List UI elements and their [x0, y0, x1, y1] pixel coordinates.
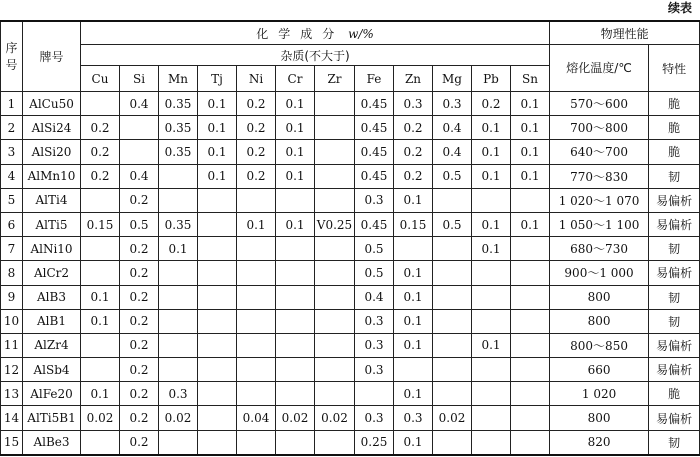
header-seq: 序号 [1, 21, 23, 92]
impurity-value [198, 333, 237, 357]
impurity-value [394, 237, 433, 261]
impurity-value [511, 358, 550, 382]
property-cell: 易偏析 [649, 212, 700, 236]
grade-cell: AlBe3 [23, 430, 81, 455]
row-number: 8 [1, 261, 23, 285]
impurity-value: 0.2 [394, 164, 433, 188]
impurity-value [511, 406, 550, 430]
property-cell: 易偏析 [649, 406, 700, 430]
impurity-value [198, 285, 237, 309]
header-element: Mg [433, 66, 472, 92]
impurity-value [198, 212, 237, 236]
impurity-value [433, 358, 472, 382]
impurity-value: 0.1 [394, 333, 433, 357]
row-number: 11 [1, 333, 23, 357]
header-element: Cr [276, 66, 315, 92]
impurity-value: 0.5 [355, 237, 394, 261]
grade-cell: AlCu50 [23, 92, 81, 116]
melting-range: 900～1 000 [550, 261, 649, 285]
impurity-value [433, 237, 472, 261]
impurity-value [472, 382, 511, 406]
impurity-value: 0.1 [276, 116, 315, 140]
impurity-value [433, 188, 472, 212]
row-number: 4 [1, 164, 23, 188]
impurity-value: 0.5 [355, 261, 394, 285]
impurity-value: 0.3 [355, 406, 394, 430]
melting-range: 800 [550, 285, 649, 309]
impurity-value: 0.35 [159, 116, 198, 140]
header-element: Fe [355, 66, 394, 92]
impurity-value: 0.02 [433, 406, 472, 430]
impurity-value [120, 140, 159, 164]
melting-range: 820 [550, 430, 649, 455]
impurity-value: 0.1 [394, 309, 433, 333]
melting-range: 800 [550, 406, 649, 430]
row-number: 3 [1, 140, 23, 164]
impurity-value: 0.1 [472, 333, 511, 357]
impurity-value: 0.3 [355, 188, 394, 212]
table-row [1, 116, 700, 140]
impurity-value: 0.45 [355, 116, 394, 140]
impurity-value: 0.1 [81, 285, 120, 309]
impurity-value [511, 237, 550, 261]
header-melting: 熔化温度/℃ [550, 45, 649, 92]
impurity-value: 0.2 [237, 92, 276, 116]
property-cell: 易偏析 [649, 261, 700, 285]
header-grade: 牌号 [23, 21, 81, 92]
header-chem-unit: w/% [348, 26, 374, 41]
impurity-value: 0.2 [81, 164, 120, 188]
header-element: Mn [159, 66, 198, 92]
header-element: Sn [511, 66, 550, 92]
impurity-value [198, 261, 237, 285]
table-row [1, 309, 700, 333]
alloy-composition-table [0, 20, 700, 456]
impurity-value: 0.3 [355, 309, 394, 333]
impurity-value [198, 382, 237, 406]
table-row [1, 406, 700, 430]
impurity-value [198, 309, 237, 333]
impurity-value: 0.1 [394, 285, 433, 309]
impurity-value: 0.1 [511, 116, 550, 140]
impurity-value: 0.2 [120, 261, 159, 285]
impurity-value [276, 261, 315, 285]
impurity-value [237, 309, 276, 333]
impurity-value: 0.1 [472, 212, 511, 236]
impurity-value [237, 430, 276, 455]
impurity-value [237, 333, 276, 357]
impurity-value [433, 430, 472, 455]
header-chem-title: 化学成分 [256, 26, 345, 41]
impurity-value: 0.2 [120, 188, 159, 212]
impurity-value [237, 358, 276, 382]
impurity-value: 0.15 [394, 212, 433, 236]
property-cell: 韧 [649, 164, 700, 188]
property-cell: 韧 [649, 309, 700, 333]
impurity-value [472, 261, 511, 285]
table-row [1, 212, 700, 236]
impurity-value: 0.3 [355, 358, 394, 382]
impurity-value [198, 237, 237, 261]
melting-range: 700～800 [550, 116, 649, 140]
impurity-value [276, 430, 315, 455]
impurity-value [120, 116, 159, 140]
impurity-value [81, 430, 120, 455]
property-cell: 易偏析 [649, 358, 700, 382]
impurity-value: 0.1 [81, 309, 120, 333]
impurity-value [276, 188, 315, 212]
header-element: Si [120, 66, 159, 92]
impurity-value [472, 430, 511, 455]
impurity-value: 0.45 [355, 212, 394, 236]
impurity-value [81, 237, 120, 261]
table-row [1, 333, 700, 357]
impurity-value [81, 261, 120, 285]
impurity-value: 0.1 [81, 382, 120, 406]
impurity-value: 0.4 [433, 116, 472, 140]
impurity-value: 0.45 [355, 140, 394, 164]
impurity-value [433, 333, 472, 357]
property-cell: 脆 [649, 140, 700, 164]
impurity-value [472, 358, 511, 382]
impurity-value [315, 237, 355, 261]
impurity-value [433, 285, 472, 309]
impurity-value: 0.3 [394, 406, 433, 430]
impurity-value [237, 237, 276, 261]
row-number: 7 [1, 237, 23, 261]
impurity-value [237, 382, 276, 406]
row-number: 9 [1, 285, 23, 309]
property-cell: 脆 [649, 382, 700, 406]
impurity-value: 0.1 [276, 164, 315, 188]
table-row [1, 164, 700, 188]
impurity-value [433, 382, 472, 406]
grade-cell: AlB1 [23, 309, 81, 333]
impurity-value: 0.1 [198, 140, 237, 164]
table-continued-caption: 续表 [667, 1, 692, 15]
row-number: 1 [1, 92, 23, 116]
impurity-value: 0.35 [159, 92, 198, 116]
row-number: 14 [1, 406, 23, 430]
impurity-value: 0.4 [433, 140, 472, 164]
melting-range: 660 [550, 358, 649, 382]
impurity-value: 0.45 [355, 92, 394, 116]
melting-range: 680～730 [550, 237, 649, 261]
property-cell: 脆 [649, 92, 700, 116]
property-cell: 韧 [649, 430, 700, 455]
impurity-value [511, 382, 550, 406]
row-number: 2 [1, 116, 23, 140]
impurity-value [237, 285, 276, 309]
impurity-value: 0.1 [511, 164, 550, 188]
header-element: Tj [198, 66, 237, 92]
impurity-value: 0.1 [159, 237, 198, 261]
impurity-value: 0.5 [433, 212, 472, 236]
impurity-value: 0.1 [472, 237, 511, 261]
impurity-value: 0.1 [276, 212, 315, 236]
impurity-value [159, 188, 198, 212]
impurity-value [237, 261, 276, 285]
grade-cell: AlB3 [23, 285, 81, 309]
melting-range: 570～600 [550, 92, 649, 116]
impurity-value: 0.1 [472, 116, 511, 140]
header-element: Pb [472, 66, 511, 92]
impurity-value [315, 382, 355, 406]
table-row [1, 430, 700, 455]
impurity-value [159, 285, 198, 309]
impurity-value: 0.1 [394, 430, 433, 455]
property-cell: 韧 [649, 237, 700, 261]
impurity-value: 0.2 [237, 164, 276, 188]
impurity-value: 0.04 [237, 406, 276, 430]
property-cell: 易偏析 [649, 188, 700, 212]
impurity-value [315, 164, 355, 188]
impurity-value [276, 358, 315, 382]
header-phys-group: 物理性能 [550, 21, 700, 45]
header-element: Zn [394, 66, 433, 92]
impurity-value [315, 358, 355, 382]
table-row [1, 285, 700, 309]
header-element: Zr [315, 66, 355, 92]
impurity-value: 0.1 [472, 140, 511, 164]
row-number: 6 [1, 212, 23, 236]
grade-cell: AlMn10 [23, 164, 81, 188]
impurity-value: 0.1 [511, 140, 550, 164]
impurity-value [198, 406, 237, 430]
impurity-value: 0.4 [120, 164, 159, 188]
melting-range: 640～700 [550, 140, 649, 164]
impurity-value: 0.2 [120, 430, 159, 455]
impurity-value: 0.1 [198, 116, 237, 140]
impurity-value: 0.1 [394, 382, 433, 406]
table-row [1, 237, 700, 261]
melting-range: 1 020～1 070 [550, 188, 649, 212]
impurity-value [276, 309, 315, 333]
impurity-value [315, 188, 355, 212]
impurity-value [511, 333, 550, 357]
impurity-value: 0.5 [433, 164, 472, 188]
impurity-value [276, 382, 315, 406]
impurity-value: 0.2 [120, 237, 159, 261]
impurity-value [472, 188, 511, 212]
grade-cell: AlSi24 [23, 116, 81, 140]
grade-cell: AlSb4 [23, 358, 81, 382]
impurity-value: 0.02 [276, 406, 315, 430]
impurity-value [276, 237, 315, 261]
impurity-value [315, 285, 355, 309]
header-chem-group [81, 21, 550, 45]
impurity-value: 0.02 [315, 406, 355, 430]
impurity-value [81, 333, 120, 357]
impurity-value [315, 333, 355, 357]
impurity-value: 0.35 [159, 140, 198, 164]
row-number: 10 [1, 309, 23, 333]
table-row [1, 358, 700, 382]
impurity-value: 0.2 [81, 140, 120, 164]
impurity-value: 0.3 [355, 333, 394, 357]
impurity-value: 0.1 [198, 164, 237, 188]
impurity-value [394, 358, 433, 382]
impurity-value [355, 382, 394, 406]
property-cell: 易偏析 [649, 333, 700, 357]
impurity-value: 0.2 [120, 285, 159, 309]
impurity-value: 0.02 [159, 406, 198, 430]
row-number: 13 [1, 382, 23, 406]
header-element: Ni [237, 66, 276, 92]
impurity-value: 0.2 [120, 358, 159, 382]
header-impurity: 杂质(不大于) [81, 45, 550, 66]
impurity-value [237, 188, 276, 212]
grade-cell: AlTi5 [23, 212, 81, 236]
row-number: 12 [1, 358, 23, 382]
impurity-value: V0.25 [315, 212, 355, 236]
grade-cell: AlSi20 [23, 140, 81, 164]
impurity-value [433, 261, 472, 285]
melting-range: 1 050～1 100 [550, 212, 649, 236]
grade-cell: AlTi5B1 [23, 406, 81, 430]
impurity-value: 0.4 [120, 92, 159, 116]
grade-cell: AlZr4 [23, 333, 81, 357]
impurity-value [198, 358, 237, 382]
table-row [1, 261, 700, 285]
melting-range: 770～830 [550, 164, 649, 188]
header-property: 特性 [649, 45, 700, 92]
melting-range: 800～850 [550, 333, 649, 357]
impurity-value [81, 188, 120, 212]
impurity-value [511, 309, 550, 333]
table-row [1, 382, 700, 406]
impurity-value [511, 261, 550, 285]
impurity-value [511, 188, 550, 212]
impurity-value [159, 164, 198, 188]
impurity-value: 0.1 [276, 140, 315, 164]
impurity-value: 0.3 [394, 92, 433, 116]
grade-cell: AlTi4 [23, 188, 81, 212]
impurity-value: 0.1 [394, 261, 433, 285]
impurity-value: 0.3 [159, 382, 198, 406]
impurity-value: 0.1 [237, 212, 276, 236]
impurity-value: 0.02 [81, 406, 120, 430]
impurity-value [159, 261, 198, 285]
impurity-value: 0.2 [120, 333, 159, 357]
impurity-value: 0.15 [81, 212, 120, 236]
table-row [1, 188, 700, 212]
impurity-value: 0.2 [472, 92, 511, 116]
impurity-value [198, 188, 237, 212]
impurity-value [81, 92, 120, 116]
impurity-value: 0.5 [120, 212, 159, 236]
impurity-value [159, 333, 198, 357]
impurity-value [315, 261, 355, 285]
impurity-value [159, 309, 198, 333]
impurity-value: 0.3 [433, 92, 472, 116]
table-row [1, 140, 700, 164]
impurity-value [159, 358, 198, 382]
impurity-value: 0.35 [159, 212, 198, 236]
row-number: 5 [1, 188, 23, 212]
impurity-value [315, 116, 355, 140]
grade-cell: AlNi10 [23, 237, 81, 261]
impurity-value [276, 285, 315, 309]
impurity-value: 0.1 [198, 92, 237, 116]
impurity-value: 0.2 [237, 140, 276, 164]
impurity-value: 0.2 [81, 116, 120, 140]
impurity-value [315, 92, 355, 116]
impurity-value [472, 285, 511, 309]
impurity-value: 0.1 [472, 164, 511, 188]
impurity-value: 0.1 [511, 92, 550, 116]
impurity-value [472, 309, 511, 333]
impurity-value: 0.2 [120, 406, 159, 430]
impurity-value [315, 140, 355, 164]
impurity-value: 0.2 [120, 382, 159, 406]
property-cell: 脆 [649, 116, 700, 140]
melting-range: 1 020 [550, 382, 649, 406]
impurity-value [198, 430, 237, 455]
melting-range: 800 [550, 309, 649, 333]
impurity-value: 0.25 [355, 430, 394, 455]
impurity-value: 0.2 [394, 116, 433, 140]
impurity-value: 0.1 [276, 92, 315, 116]
impurity-value [315, 309, 355, 333]
impurity-value: 0.2 [120, 309, 159, 333]
impurity-value [315, 430, 355, 455]
grade-cell: AlCr2 [23, 261, 81, 285]
header-element: Cu [81, 66, 120, 92]
grade-cell: AlFe20 [23, 382, 81, 406]
impurity-value: 0.1 [394, 188, 433, 212]
impurity-value [276, 333, 315, 357]
table-row [1, 92, 700, 116]
impurity-value: 0.45 [355, 164, 394, 188]
impurity-value [511, 430, 550, 455]
impurity-value [81, 358, 120, 382]
property-cell: 韧 [649, 285, 700, 309]
impurity-value [433, 309, 472, 333]
impurity-value: 0.2 [394, 140, 433, 164]
impurity-value: 0.2 [237, 116, 276, 140]
row-number: 15 [1, 430, 23, 455]
impurity-value [159, 430, 198, 455]
impurity-value: 0.4 [355, 285, 394, 309]
impurity-value: 0.1 [511, 212, 550, 236]
impurity-value [511, 285, 550, 309]
impurity-value [472, 406, 511, 430]
